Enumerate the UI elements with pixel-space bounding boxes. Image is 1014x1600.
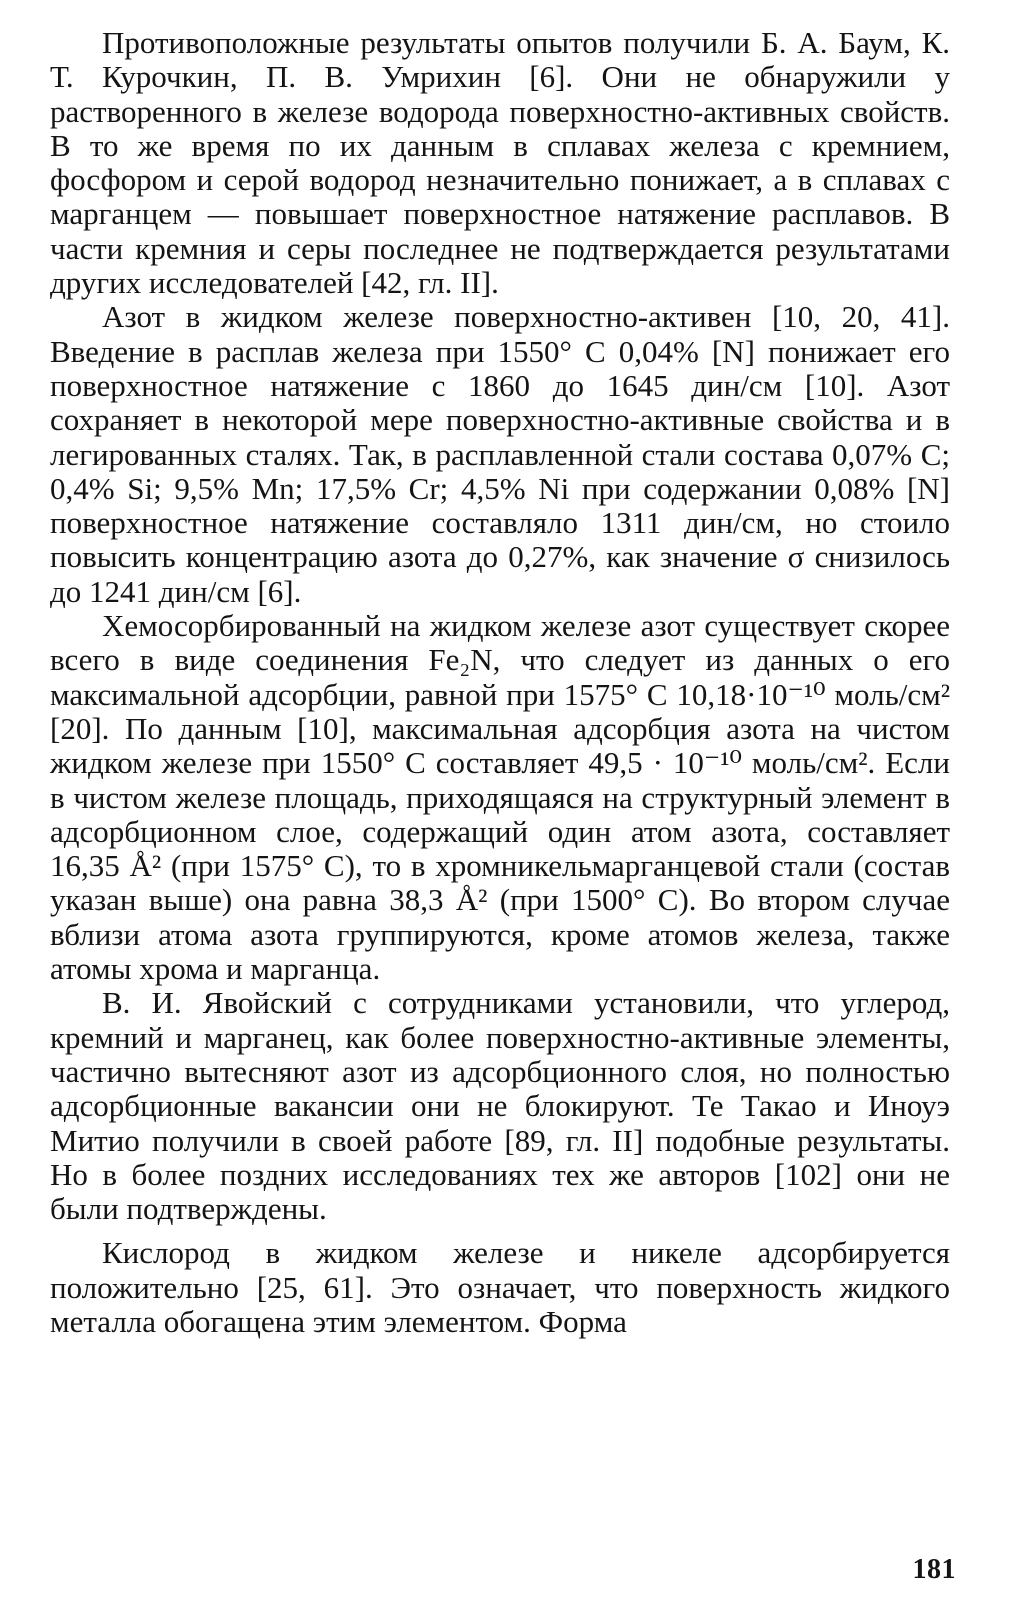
paragraph-oxygen: Кислород в жидком железе и никеле адсорбируется положительно [25, 61]. Это означает, что поверхность жидкого металла обогащена этим элементом. Форма	[50, 1235, 950, 1339]
paragraph-nitrogen: Азот в жидком железе поверхностно-активен [10, 20, 41]. Введение в расплав железа при 1550° С 0,04% [N] понижает его поверхностное натяжение с 1860 до 1645 дин/см [10]. Азот сохраняет в некоторой мере поверхностно-активные свойства и в легированных сталях. Так, в расплавленной стали состава 0,07% С; 0,4% Si; 9,5% Mn; 17,5% Cr; 4,5% Ni при содержании 0,08% [N] поверхностное натяжение составляло 1311 дин/см, но стоило повысить концентрацию азота до 0,27%, как значение σ снизилось до 1241 дин/см [6].	[50, 299, 950, 609]
paragraph-chemisorbed-nitrogen: Хемосорбированный на жидком железе азот существует скорее всего в виде соединения Fe₂N, что следует из данных о его максимальной адсорбции, равной при 1575° С 10,18·10⁻¹⁰ моль/см² [20]. По данным [10], максимальная адсорбция азота на чистом жидком железе при 1550° С составляет 49,5 · 10⁻¹⁰ моль/см². Если в чистом железе площадь, приходящаяся на структурный элемент в адсорбционном слое, содержащий один атом азота, составляет 16,35 Å² (при 1575° С), то в хромникельмарганцевой стали (состав указан выше) она равна 38,3 Å² (при 1500° С). Во втором случае вблизи атома азота группируются, кроме атомов железа, также атомы хрома и марганца.	[50, 608, 950, 987]
page-number: 181	[912, 1554, 956, 1585]
page-text	[50, 26, 950, 1339]
paragraph-yavoisky: В. И. Явойский с сотрудниками установили, что углерод, кремний и марганец, как более поверхностно-активные элементы, частично вытесняют азот из адсорбционного слоя, но полностью адсорбционные вакансии они не блокируют. Те Такао и Иноуэ Митио получили в своей работе [89, гл. II] подобные результаты. Но в более поздних исследованиях тех же авторов [102] они не были подтверждены.	[50, 985, 950, 1227]
paragraph-hydrogen: Противоположные результаты опытов получили Б. А. Баум, К. Т. Курочкин, П. В. Умрихин [6]. Они не обнаружили у растворенного в железе водорода поверхностно-активных свойств. В то же время по их данным в сплавах железа с кремнием, фосфором и серой водород незначительно понижает, а в сплавах с марганцем — повышает поверхностное натяжение расплавов. В части кремния и серы последнее не подтверждается результатами других исследователей [42, гл. II].	[50, 25, 950, 301]
